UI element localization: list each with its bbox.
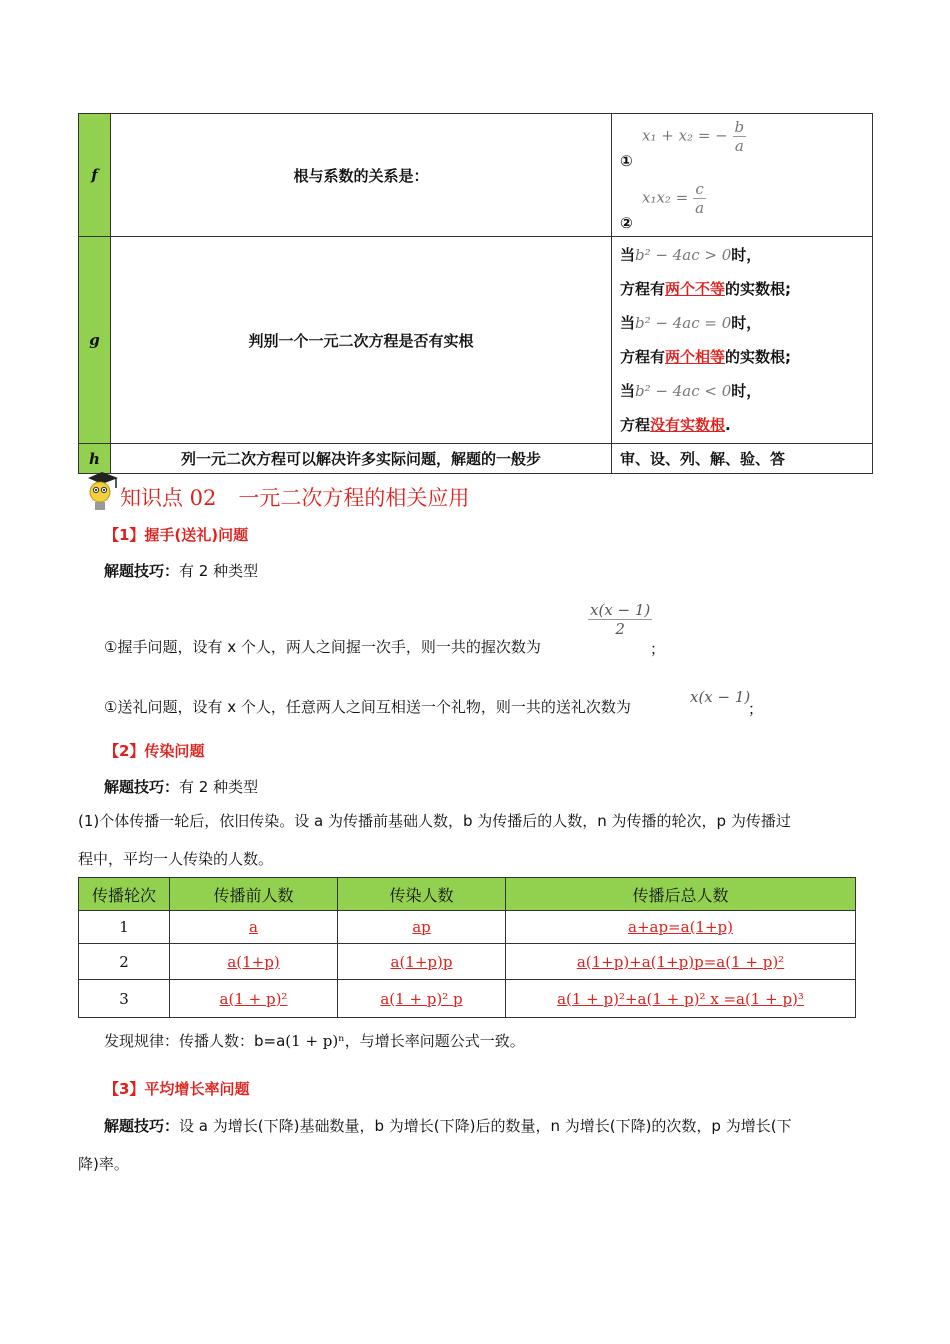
rule-text: ，与增长率问题公式一致。 (344, 1032, 525, 1050)
punctuation: ； (650, 640, 666, 658)
round-cell: 1 (79, 911, 170, 944)
table-header (79, 878, 856, 911)
case-line (620, 238, 871, 272)
discriminant-cases (612, 237, 873, 444)
formula-num: b (734, 118, 745, 136)
gift-line: ①送礼问题，设有 x 个人，任意两人之间互相送一个礼物，则一共的送礼次数为 (104, 698, 631, 716)
row-description: 根与系数的关系是： (111, 114, 612, 237)
before-cell: a(1 + p)² (170, 980, 338, 1018)
tip-label: 解题技巧： (104, 1117, 180, 1135)
handshake-line: ①握手问题，设有 x 个人，两人之间握一次手，则一共的握次数为 (104, 638, 541, 656)
highlight: 两个不等 (665, 280, 726, 298)
section-number: 知识点 02 (120, 486, 217, 510)
case-line (620, 374, 871, 408)
highlight: 两个相等 (665, 348, 726, 366)
before-cell: a(1+p) (170, 944, 338, 980)
text: 方程有 (620, 280, 666, 298)
properties-table (78, 113, 873, 474)
tip-text: 有 2 种类型 (179, 778, 259, 796)
table-row (79, 944, 856, 980)
discriminant-formula: b² − 4ac = 0 (635, 314, 732, 332)
row-label: g (79, 237, 111, 444)
text: 当 (620, 246, 636, 264)
case-line (620, 306, 871, 340)
table-row (79, 911, 856, 944)
row-label: h (79, 444, 111, 474)
infected-cell: ap (338, 911, 506, 944)
rule-line (104, 1030, 525, 1051)
tip-label: 解题技巧： (104, 778, 180, 796)
after-cell: a+ap=a(1+p) (506, 911, 856, 944)
row-description: 列一元二次方程可以解决许多实际问题，解题的一般步 (111, 444, 612, 474)
vieta-formulas (612, 114, 873, 237)
formula-den: 2 (615, 620, 625, 638)
text: 的实数根; (725, 348, 792, 366)
formula-den: a (734, 137, 744, 155)
after-cell: a(1+p)+a(1+p)p=a(1 + p)² (506, 944, 856, 980)
table-row (79, 114, 873, 237)
before-cell: a (170, 911, 338, 944)
tip-text: 设 a 为增长(下降)基础数量，b 为增长(下降)后的数量，n 为增长(下降)的次数，p 为增长(下 (179, 1117, 792, 1135)
discriminant-formula: b² − 4ac > 0 (635, 246, 732, 264)
lightbulb-mascot-icon (84, 470, 120, 514)
product-formula (642, 180, 706, 217)
text: 方程有 (620, 348, 666, 366)
part2-tip (104, 776, 258, 797)
round-cell: 2 (79, 944, 170, 980)
part3-tip (104, 1115, 792, 1136)
part1-tip (104, 560, 258, 581)
row-description: 判别一个一元二次方程是否有实根 (111, 237, 612, 444)
rule-formula: (1 + p)ⁿ (285, 1032, 345, 1050)
formula-num: x(x − 1) (590, 601, 651, 619)
paragraph-line: (1)个体传播一轮后，依旧传染。设 a 为传播前基础人数，b 为传播后的人数，n 为传播的轮次，p 为传播过 (78, 812, 791, 830)
solving-steps: 审、设、列、解、验、答 (612, 444, 873, 474)
part2-heading: 【2】传染问题 (104, 742, 205, 760)
sum-formula (642, 118, 746, 155)
column-header: 传播前人数 (170, 878, 338, 911)
table-row (79, 980, 856, 1018)
highlight: 没有实数根 (650, 416, 726, 434)
text: . (725, 416, 731, 434)
infected-cell: a(1+p)p (338, 944, 506, 980)
case-line (620, 340, 871, 374)
row-label: f (79, 114, 111, 237)
formula-num: c (693, 180, 706, 199)
paragraph-line: 程中，平均一人传染的人数。 (78, 850, 274, 868)
gift-formula: x(x − 1) (690, 688, 751, 706)
formula-den: a (695, 199, 705, 217)
punctuation: ； (748, 700, 764, 718)
tip-text: 有 2 种类型 (179, 562, 259, 580)
text: 的实数根; (725, 280, 792, 298)
tip-label: 解题技巧： (104, 562, 180, 580)
case-line (620, 408, 871, 442)
formula-lhs: x₁ + x₂ = − (642, 126, 728, 145)
column-header: 传播轮次 (79, 878, 170, 911)
text: 时， (731, 314, 762, 332)
text: 当 (620, 382, 636, 400)
item-marker: ② (620, 214, 633, 232)
handshake-formula (588, 601, 652, 638)
infected-cell: a(1 + p)² p (338, 980, 506, 1018)
paragraph-line: 降)率。 (78, 1155, 129, 1173)
part1-heading: 【1】握手(送礼)问题 (104, 526, 249, 544)
case-line (620, 272, 871, 306)
after-cell: a(1 + p)²+a(1 + p)² x =a(1 + p)³ (506, 980, 856, 1018)
section-title (120, 482, 469, 512)
table-row (79, 444, 873, 474)
part3-heading: 【3】平均增长率问题 (104, 1080, 250, 1098)
rule-text: 发现规律：传播人数：b=a (104, 1032, 286, 1050)
text: 时， (731, 246, 762, 264)
text: 当 (620, 314, 636, 332)
infection-table (78, 877, 856, 1018)
table-row (79, 237, 873, 444)
item-marker: ① (620, 152, 633, 170)
text: 方程 (620, 416, 651, 434)
column-header: 传染人数 (338, 878, 506, 911)
formula-lhs: x₁x₂ = (642, 188, 689, 207)
discriminant-formula: b² − 4ac < 0 (635, 382, 732, 400)
round-cell: 3 (79, 980, 170, 1018)
text: 时， (731, 382, 762, 400)
column-header: 传播后总人数 (506, 878, 856, 911)
section-heading: 一元二次方程的相关应用 (238, 486, 470, 510)
